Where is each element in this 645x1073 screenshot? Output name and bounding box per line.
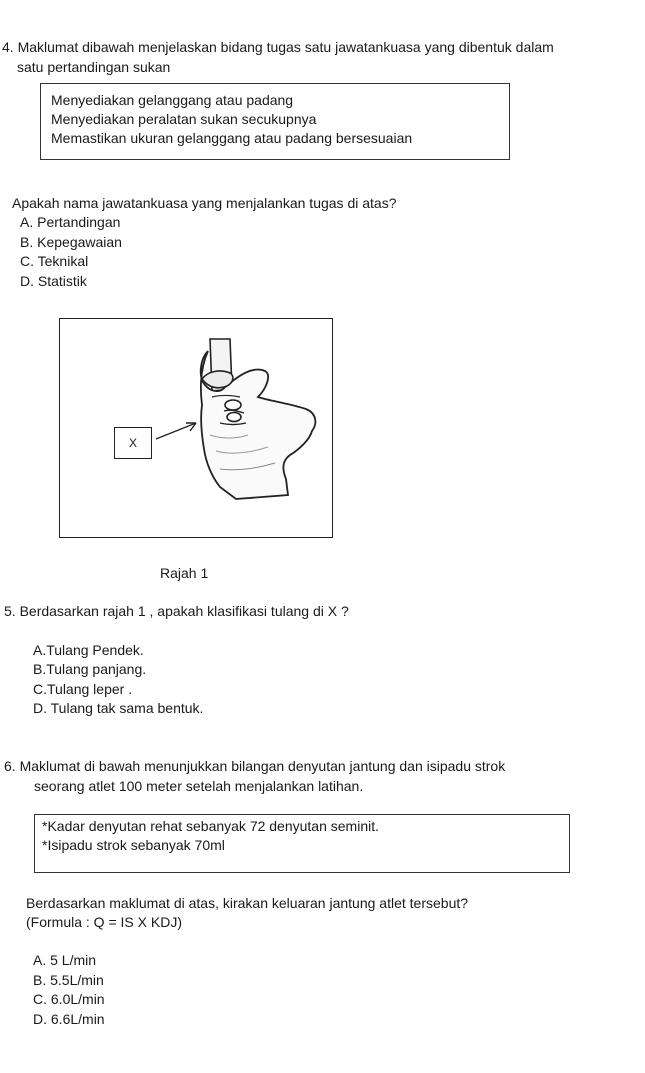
q4-option-c: C. Teknikal xyxy=(20,253,89,269)
q4-option-d: D. Statistik xyxy=(20,273,87,289)
q4-option-a: A. Pertandingan xyxy=(20,214,121,230)
q5-question: 5. Berdasarkan rajah 1 , apakah klasifikasi tulang di X ? xyxy=(4,603,349,619)
q6-info-item: *Kadar denyutan rehat sebanyak 72 denyutan seminit. xyxy=(42,818,380,834)
q5-option-d: D. Tulang tak sama bentuk. xyxy=(33,700,204,716)
q6-option-d: D. 6.6L/min xyxy=(33,1011,105,1027)
q5-option-a: A.Tulang Pendek. xyxy=(33,642,144,658)
q4-info-box xyxy=(40,83,510,160)
q6-question: Berdasarkan maklumat di atas, kirakan keluaran jantung atlet tersebut? xyxy=(26,895,469,911)
q6-option-c: C. 6.0L/min xyxy=(33,991,105,1007)
q6-formula: (Formula : Q = IS X KDJ) xyxy=(26,914,182,930)
q6-stem-line1: 6. Maklumat di bawah menunjukkan bilangan denyutan jantung dan isipadu strok xyxy=(4,758,506,774)
q4-stem-line1: 4. Maklumat dibawah menjelaskan bidang tugas satu jawatankuasa yang dibentuk dalam xyxy=(2,39,554,55)
q6-option-b: B. 5.5L/min xyxy=(33,972,104,988)
q4-stem-line2: satu pertandingan sukan xyxy=(17,59,171,75)
q4-info-item: Menyediakan peralatan sukan secukupnya xyxy=(51,111,317,127)
q5-option-b: B.Tulang panjang. xyxy=(33,661,147,677)
q6-info-box xyxy=(34,814,570,873)
figure-caption: Rajah 1 xyxy=(160,565,209,581)
q6-option-a: A. 5 L/min xyxy=(33,952,97,968)
q6-info-item: *Isipadu strok sebanyak 70ml xyxy=(42,837,225,853)
q4-info-item: Memastikan ukuran gelanggang atau padang bersesuaian xyxy=(51,130,413,146)
figure-rajah-1 xyxy=(59,318,333,538)
q4-question: Apakah nama jawatankuasa yang menjalankan tugas di atas? xyxy=(12,195,397,211)
q4-option-b: B. Kepegawaian xyxy=(20,234,122,250)
q4-info-item: Menyediakan gelanggang atau padang xyxy=(51,92,294,108)
hand-gripping-bar-illustration xyxy=(60,319,332,537)
q6-stem-line2: seorang atlet 100 meter setelah menjalankan latihan. xyxy=(34,778,364,794)
x-label-box: X xyxy=(114,427,152,459)
q5-option-c: C.Tulang leper . xyxy=(33,681,133,697)
